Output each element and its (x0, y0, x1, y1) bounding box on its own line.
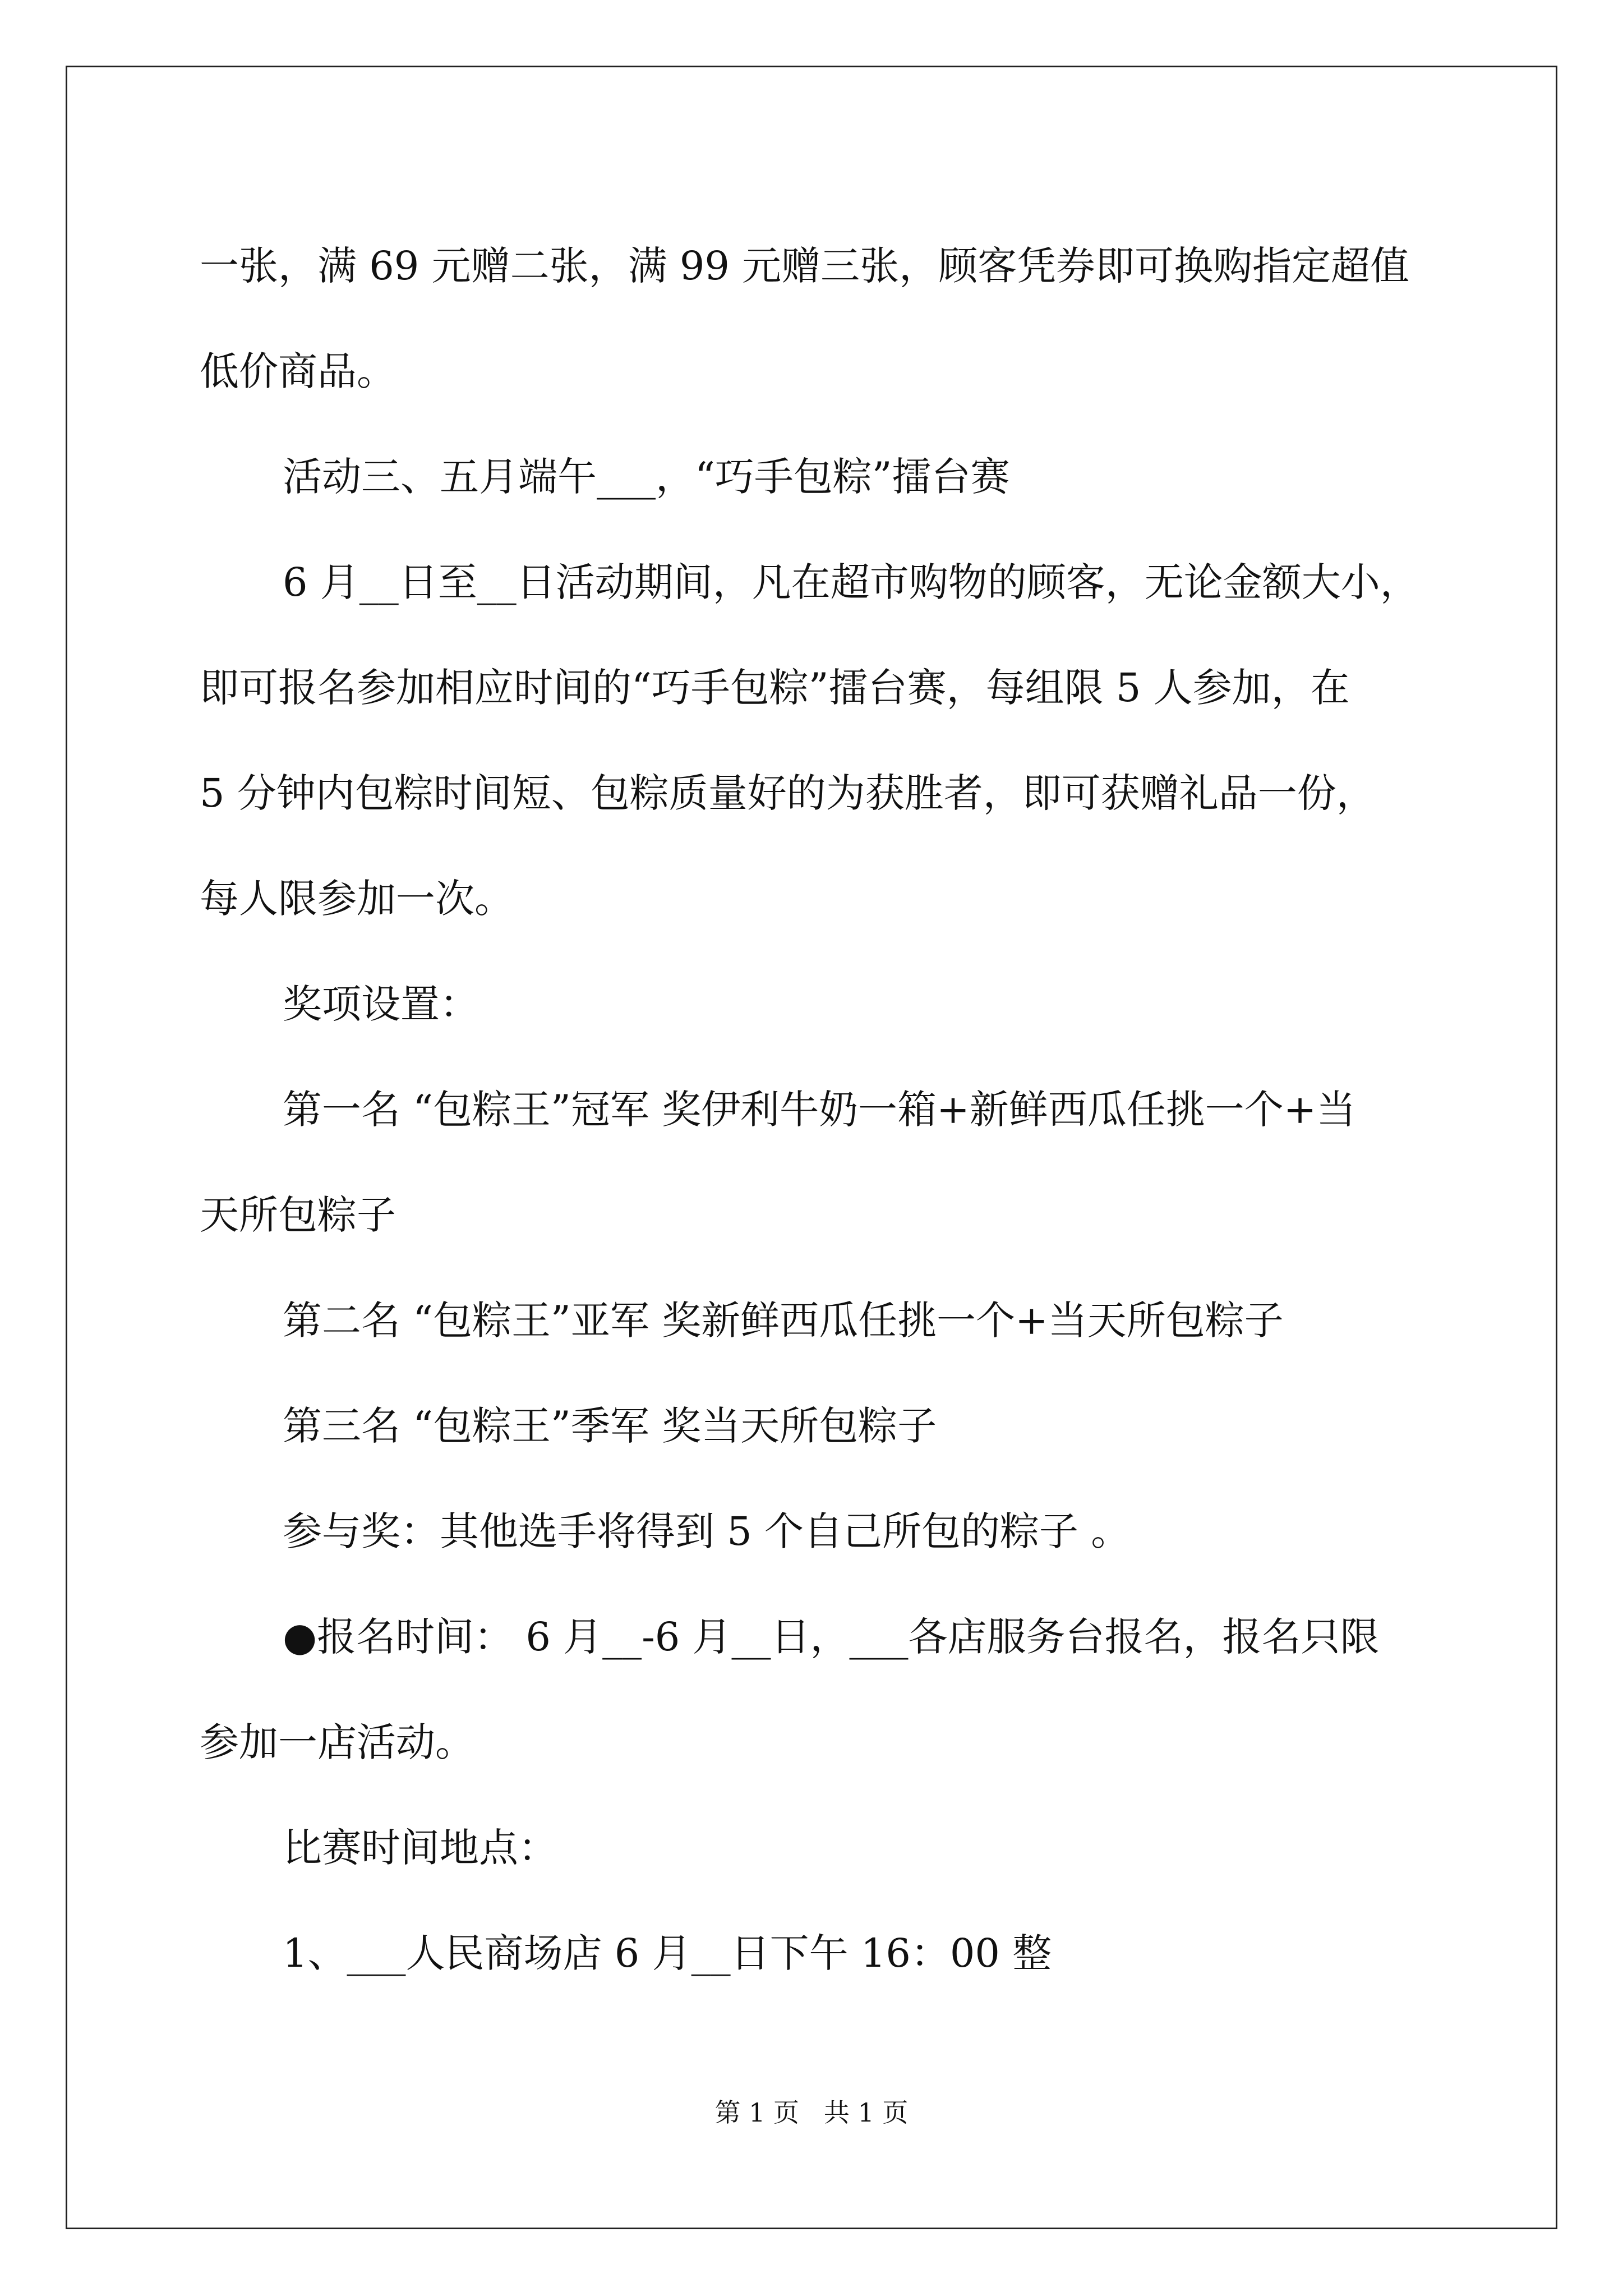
text-line-7: 每人限参加一次。 (200, 876, 514, 922)
participation-prize-line: 参与奖：其他选手将得到 5 个自己所包的粽子 。 (283, 1508, 1131, 1554)
document-body (200, 213, 1473, 2006)
third-prize-line: 第三名 “包粽王”季军 奖当天所包粽子 (283, 1403, 937, 1449)
registration-continuation: 参加一店活动。 (200, 1719, 474, 1765)
text-line-6: 5 分钟内包粽时间短、包粽质量好的为获胜者，即可获赠礼品一份， (200, 770, 1376, 816)
first-prize-continuation: 天所包粽子 (200, 1192, 396, 1238)
registration-time-line: ●报名时间： 6 月__-6 月__日，___各店服务台报名，报名只限 (283, 1614, 1380, 1660)
text-line-1: 一张，满 69 元赠二张，满 99 元赠三张，顾客凭券即可换购指定超值 (200, 243, 1410, 289)
page-footer: 第 1 页 共 1 页 (714, 2097, 909, 2128)
activity-heading: 活动三、五月端午___，“巧手包粽”擂台赛 (283, 454, 1010, 500)
second-prize-line: 第二名 “包粽王”亚军 奖新鲜西瓜任挑一个+当天所包粽子 (283, 1297, 1284, 1343)
competition-item-1: 1、___人民商场店 6 月__日下午 16：00 整 (283, 1930, 1052, 1976)
competition-heading: 比赛时间地点： (283, 1825, 557, 1871)
text-line-2: 低价商品。 (200, 348, 396, 394)
text-line-4: 6 月__日至__日活动期间，凡在超市购物的顾客，无论金额大小， (283, 559, 1419, 605)
prize-heading: 奖项设置： (283, 981, 479, 1027)
text-line-5: 即可报名参加相应时间的“巧手包粽”擂台赛，每组限 5 人参加，在 (200, 665, 1350, 711)
first-prize-line: 第一名 “包粽王”冠军 奖伊利牛奶一箱+新鲜西瓜任挑一个+当 (283, 1087, 1356, 1133)
